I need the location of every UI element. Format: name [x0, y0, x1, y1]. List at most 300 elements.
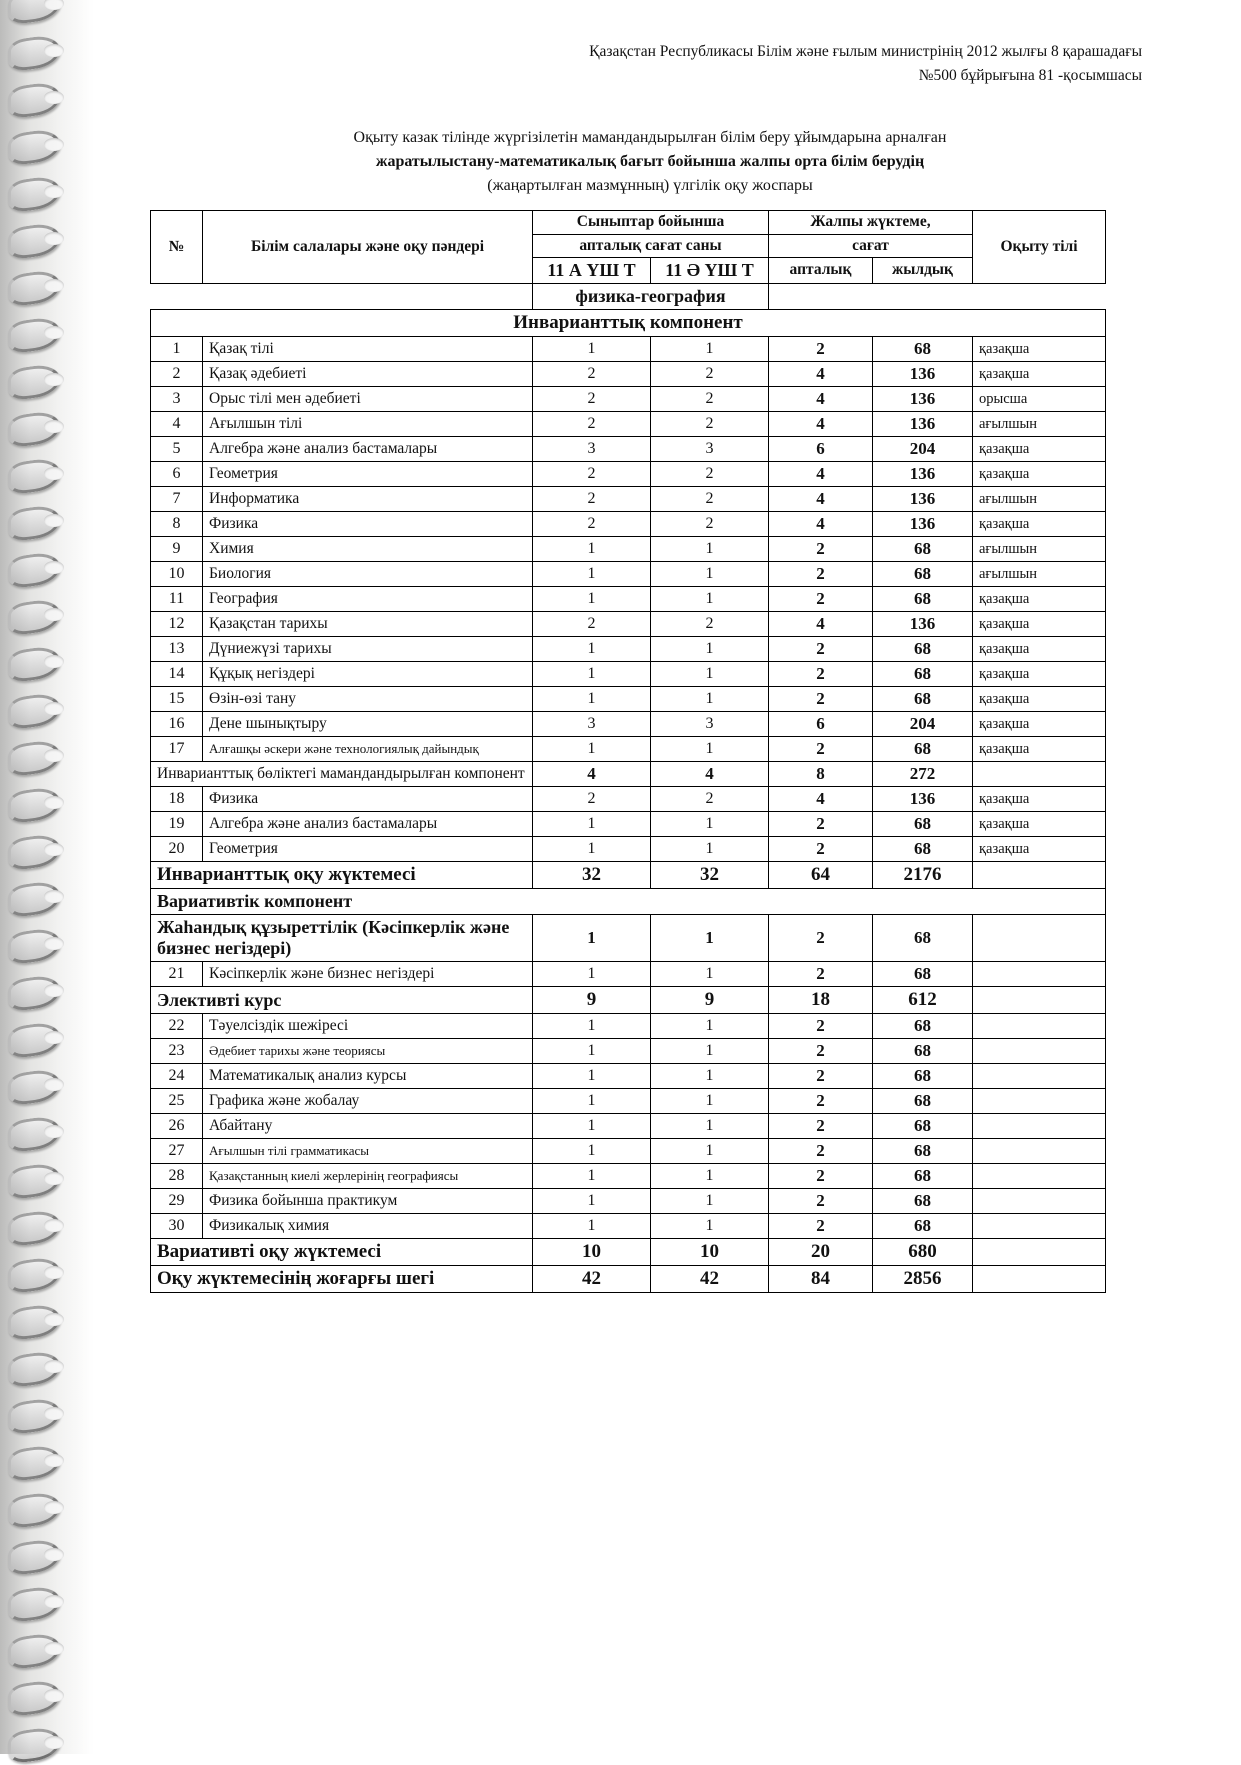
- row-language: қазақша: [973, 787, 1106, 812]
- binding-hole: [44, 843, 64, 856]
- invariant-total-label: Инварианттық оқу жүктемесі: [151, 862, 533, 889]
- row-language: [973, 1089, 1106, 1114]
- row-weekly: 4: [769, 787, 873, 812]
- row-number: 7: [151, 487, 203, 512]
- row-subject: Қазақ тілі: [203, 337, 533, 362]
- table-row: [151, 712, 1106, 737]
- row-language: ағылшын: [973, 537, 1106, 562]
- row-class-a: 2: [533, 487, 651, 512]
- row-number: 10: [151, 562, 203, 587]
- row-weekly: 64: [769, 862, 873, 889]
- row-weekly: 4: [769, 387, 873, 412]
- row-weekly: 20: [769, 1239, 873, 1266]
- row-class-a: 3: [533, 437, 651, 462]
- row-class-a: 1: [533, 562, 651, 587]
- binding-hole: [44, 420, 64, 433]
- row-subject: Тәуелсіздік шежіресі: [203, 1014, 533, 1039]
- table-row: [151, 1014, 1106, 1039]
- row-class-a: 9: [533, 987, 651, 1014]
- binding-hole: [44, 1172, 64, 1185]
- row-subject: Абайтану: [203, 1114, 533, 1139]
- row-yearly: 68: [873, 587, 973, 612]
- row-weekly: 2: [769, 1089, 873, 1114]
- row-number: 26: [151, 1114, 203, 1139]
- binding-hole: [44, 1642, 64, 1655]
- table-row-invariant-total: [151, 862, 1106, 889]
- row-class-b: 2: [651, 512, 769, 537]
- row-class-a: 1: [533, 1089, 651, 1114]
- row-class-b: 1: [651, 1164, 769, 1189]
- table-row: [151, 737, 1106, 762]
- row-weekly: 2: [769, 1039, 873, 1064]
- binding-hole: [44, 1031, 64, 1044]
- row-language: ағылшын: [973, 412, 1106, 437]
- binding-hole: [44, 890, 64, 903]
- row-language: [973, 1239, 1106, 1266]
- row-class-b: 1: [651, 1064, 769, 1089]
- binding-hole: [44, 232, 64, 245]
- row-subject: Биология: [203, 562, 533, 587]
- row-number: 2: [151, 362, 203, 387]
- row-class-b: 1: [651, 1214, 769, 1239]
- row-class-a: 1: [533, 687, 651, 712]
- row-subject: Физика: [203, 512, 533, 537]
- row-subject: Қазақстан тарихы: [203, 612, 533, 637]
- row-language: қазақша: [973, 362, 1106, 387]
- binding-hole: [44, 984, 64, 997]
- row-class-a: 10: [533, 1239, 651, 1266]
- row-class-a: 2: [533, 412, 651, 437]
- header-profile: физика-география: [533, 284, 769, 310]
- table-row: [151, 512, 1106, 537]
- row-language: [973, 987, 1106, 1014]
- header-class-b: 11 Ә ҮШ Т: [651, 258, 769, 284]
- row-yearly: 68: [873, 687, 973, 712]
- row-subject: Ағылшын тілі: [203, 412, 533, 437]
- row-language: қазақша: [973, 687, 1106, 712]
- table-row: [151, 1089, 1106, 1114]
- row-class-b: 1: [651, 562, 769, 587]
- row-weekly: 4: [769, 462, 873, 487]
- row-subject: Физика бойынша практикум: [203, 1189, 533, 1214]
- row-subject: Орыс тілі мен әдебиеті: [203, 387, 533, 412]
- row-yearly: 68: [873, 1214, 973, 1239]
- table-row: [151, 837, 1106, 862]
- row-class-b: 1: [651, 1039, 769, 1064]
- row-yearly: 68: [873, 1064, 973, 1089]
- row-class-a: 1: [533, 1114, 651, 1139]
- row-class-b: 1: [651, 962, 769, 987]
- table-row: [151, 637, 1106, 662]
- row-class-b: 1: [651, 687, 769, 712]
- table-row: [151, 537, 1106, 562]
- row-class-a: 1: [533, 637, 651, 662]
- row-language: [973, 1189, 1106, 1214]
- row-yearly: 136: [873, 487, 973, 512]
- table-row: [151, 462, 1106, 487]
- row-weekly: 4: [769, 487, 873, 512]
- table-row: [151, 412, 1106, 437]
- row-yearly: 136: [873, 362, 973, 387]
- row-class-a: 1: [533, 1014, 651, 1039]
- row-yearly: 136: [873, 612, 973, 637]
- row-number: 23: [151, 1039, 203, 1064]
- row-weekly: 2: [769, 637, 873, 662]
- row-weekly: 2: [769, 915, 873, 962]
- row-class-b: 1: [651, 537, 769, 562]
- row-yearly: 612: [873, 987, 973, 1014]
- section-invariant-label: Инварианттық компонент: [151, 310, 1106, 337]
- binding-hole: [44, 937, 64, 950]
- table-row: [151, 437, 1106, 462]
- row-weekly: 2: [769, 1014, 873, 1039]
- row-yearly: 68: [873, 915, 973, 962]
- row-class-a: 4: [533, 762, 651, 787]
- document-content: [150, 40, 1150, 1293]
- header-language: Оқыту тілі: [973, 211, 1106, 284]
- row-number: 29: [151, 1189, 203, 1214]
- header-subject: Білім салалары және оқу пәндері: [203, 211, 533, 284]
- row-yearly: 2176: [873, 862, 973, 889]
- row-number: 4: [151, 412, 203, 437]
- binding-hole: [44, 1078, 64, 1091]
- global-label: Жаһандық құзыреттілік (Кәсіпкерлік және бизнес негіздері): [151, 915, 533, 962]
- row-subject: Алгебра және анализ бастамалары: [203, 437, 533, 462]
- row-yearly: 136: [873, 412, 973, 437]
- row-subject: Информатика: [203, 487, 533, 512]
- table-row: [151, 562, 1106, 587]
- row-class-b: 4: [651, 762, 769, 787]
- row-class-b: 3: [651, 712, 769, 737]
- row-number: 13: [151, 637, 203, 662]
- row-yearly: 68: [873, 737, 973, 762]
- row-class-a: 1: [533, 1064, 651, 1089]
- row-subject: Алгебра және анализ бастамалары: [203, 812, 533, 837]
- row-subject: Графика және жобалау: [203, 1089, 533, 1114]
- row-language: [973, 962, 1106, 987]
- header-total-load: Жалпы жүктеме,: [769, 211, 973, 235]
- row-yearly: 272: [873, 762, 973, 787]
- row-yearly: 68: [873, 1164, 973, 1189]
- row-yearly: 68: [873, 1139, 973, 1164]
- binding-hole: [44, 279, 64, 292]
- header-weekly: апталық: [769, 258, 873, 284]
- row-subject: Алғашқы әскери және технологиялық дайындық: [203, 737, 533, 762]
- variative-total-label: Вариативті оқу жүктемесі: [151, 1239, 533, 1266]
- binding-hole: [44, 1548, 64, 1561]
- binding-hole: [44, 1689, 64, 1702]
- row-number: 5: [151, 437, 203, 462]
- binding-hole: [44, 655, 64, 668]
- binding-hole: [44, 138, 64, 151]
- row-class-b: 1: [651, 1189, 769, 1214]
- row-number: 14: [151, 662, 203, 687]
- row-class-a: 32: [533, 862, 651, 889]
- table-row: [151, 1114, 1106, 1139]
- table-row: [151, 687, 1106, 712]
- binding-hole: [44, 1501, 64, 1514]
- row-class-a: 1: [533, 662, 651, 687]
- binding-hole: [44, 1736, 64, 1749]
- row-number: 12: [151, 612, 203, 637]
- row-class-b: 2: [651, 487, 769, 512]
- row-class-b: 3: [651, 437, 769, 462]
- table-row: [151, 787, 1106, 812]
- row-subject: Физикалық химия: [203, 1214, 533, 1239]
- row-weekly: 2: [769, 562, 873, 587]
- row-yearly: 68: [873, 1114, 973, 1139]
- row-class-a: 1: [533, 1214, 651, 1239]
- row-language: [973, 1266, 1106, 1293]
- row-language: [973, 1164, 1106, 1189]
- row-language: қазақша: [973, 587, 1106, 612]
- row-yearly: 136: [873, 387, 973, 412]
- row-class-b: 42: [651, 1266, 769, 1293]
- row-class-a: 2: [533, 512, 651, 537]
- row-language: ағылшын: [973, 562, 1106, 587]
- header-class-a: 11 А ҮШ Т: [533, 258, 651, 284]
- row-number: 21: [151, 962, 203, 987]
- row-yearly: 136: [873, 787, 973, 812]
- table-row: [151, 662, 1106, 687]
- row-class-a: 2: [533, 612, 651, 637]
- row-weekly: 2: [769, 687, 873, 712]
- row-subject: География: [203, 587, 533, 612]
- row-weekly: 2: [769, 1164, 873, 1189]
- row-weekly: 4: [769, 512, 873, 537]
- row-language: қазақша: [973, 512, 1106, 537]
- row-class-a: 1: [533, 1164, 651, 1189]
- table-row: [151, 1039, 1106, 1064]
- row-language: [973, 1139, 1106, 1164]
- row-class-b: 1: [651, 587, 769, 612]
- row-yearly: 68: [873, 1089, 973, 1114]
- row-subject: Ағылшын тілі грамматикасы: [203, 1139, 533, 1164]
- row-class-a: 1: [533, 537, 651, 562]
- row-class-a: 1: [533, 1139, 651, 1164]
- row-language: [973, 762, 1106, 787]
- row-language: қазақша: [973, 637, 1106, 662]
- row-number: 24: [151, 1064, 203, 1089]
- title-line-2: жаратылыстану-математикалық бағыт бойынша жалпы орта білім берудің: [375, 153, 925, 171]
- row-language: қазақша: [973, 737, 1106, 762]
- row-class-a: 1: [533, 812, 651, 837]
- row-language: қазақша: [973, 462, 1106, 487]
- row-number: 17: [151, 737, 203, 762]
- title-line-3: (жаңартылған мазмұнның) үлгілік оқу жоспары: [487, 177, 813, 195]
- row-yearly: 136: [873, 512, 973, 537]
- page-title: [150, 126, 1150, 198]
- row-language: қазақша: [973, 612, 1106, 637]
- row-number: 20: [151, 837, 203, 862]
- row-class-b: 1: [651, 915, 769, 962]
- row-class-b: 10: [651, 1239, 769, 1266]
- row-language: ағылшын: [973, 487, 1106, 512]
- curriculum-table: [150, 210, 1106, 1293]
- binding-hole: [44, 326, 64, 339]
- table-row: [151, 387, 1106, 412]
- binding-hole: [44, 1125, 64, 1138]
- elective-label: Элективті курс: [151, 987, 533, 1014]
- binding-hole: [44, 1595, 64, 1608]
- row-weekly: 4: [769, 612, 873, 637]
- header-yearly: жылдық: [873, 258, 973, 284]
- table-row-variative-total: [151, 1239, 1106, 1266]
- spiral-binding: [0, 0, 70, 1754]
- row-yearly: 68: [873, 662, 973, 687]
- header-line-1: Қазақстан Республикасы Білім және ғылым министрінің 2012 жылғы 8 қарашадағы: [589, 43, 1142, 60]
- row-class-a: 1: [533, 837, 651, 862]
- row-subject: Геометрия: [203, 837, 533, 862]
- row-weekly: 2: [769, 1139, 873, 1164]
- section-invariant: [151, 310, 1106, 337]
- binding-hole: [44, 608, 64, 621]
- table-row: [151, 337, 1106, 362]
- row-weekly: 84: [769, 1266, 873, 1293]
- table-row: [151, 612, 1106, 637]
- table-row-invariant-spec: [151, 762, 1106, 787]
- row-weekly: 18: [769, 987, 873, 1014]
- row-language: орысша: [973, 387, 1106, 412]
- row-language: қазақша: [973, 437, 1106, 462]
- invariant-spec-label: Инварианттық бөліктегі мамандандырылған компонент: [151, 762, 533, 787]
- row-class-a: 42: [533, 1266, 651, 1293]
- row-class-b: 1: [651, 662, 769, 687]
- table-row: [151, 1139, 1106, 1164]
- header-total-hours: сағат: [769, 234, 973, 258]
- row-class-b: 1: [651, 1114, 769, 1139]
- row-number: 19: [151, 812, 203, 837]
- row-yearly: 68: [873, 812, 973, 837]
- row-yearly: 68: [873, 837, 973, 862]
- row-yearly: 204: [873, 712, 973, 737]
- row-number: 22: [151, 1014, 203, 1039]
- row-class-b: 1: [651, 1139, 769, 1164]
- row-number: 18: [151, 787, 203, 812]
- row-language: [973, 915, 1106, 962]
- row-weekly: 6: [769, 712, 873, 737]
- row-weekly: 2: [769, 662, 873, 687]
- row-class-a: 1: [533, 737, 651, 762]
- row-language: қазақша: [973, 812, 1106, 837]
- row-yearly: 204: [873, 437, 973, 462]
- grand-total-label: Оқу жүктемесінің жоғарғы шегі: [151, 1266, 533, 1293]
- row-weekly: 2: [769, 837, 873, 862]
- row-class-b: 1: [651, 337, 769, 362]
- binding-hole: [44, 1219, 64, 1232]
- row-subject: Химия: [203, 537, 533, 562]
- table-row: [151, 362, 1106, 387]
- section-variative: [151, 889, 1106, 915]
- row-weekly: 2: [769, 962, 873, 987]
- row-number: 15: [151, 687, 203, 712]
- row-class-b: 1: [651, 637, 769, 662]
- row-weekly: 6: [769, 437, 873, 462]
- row-subject: Әдебиет тарихы және теориясы: [203, 1039, 533, 1064]
- table-row-global: [151, 915, 1106, 962]
- header-weekly-hours: апталық сағат саны: [533, 234, 769, 258]
- header-by-class: Сыныптар бойынша: [533, 211, 769, 235]
- binding-hole: [44, 796, 64, 809]
- row-subject: Қазақ әдебиеті: [203, 362, 533, 387]
- title-line-1: Оқыту казак тілінде жүргізілетін мамандандырылған білім беру ұйымдарына арналған: [353, 129, 947, 147]
- binding-hole: [44, 1360, 64, 1373]
- row-class-a: 2: [533, 362, 651, 387]
- row-yearly: 68: [873, 1189, 973, 1214]
- row-subject: Өзін-өзі тану: [203, 687, 533, 712]
- row-class-b: 1: [651, 1014, 769, 1039]
- binding-hole: [44, 91, 64, 104]
- row-class-b: 9: [651, 987, 769, 1014]
- row-weekly: 2: [769, 337, 873, 362]
- row-weekly: 2: [769, 537, 873, 562]
- row-weekly: 2: [769, 587, 873, 612]
- table-header-row: [151, 211, 1106, 235]
- row-weekly: 2: [769, 1114, 873, 1139]
- binding-hole: [44, 185, 64, 198]
- row-weekly: 2: [769, 1189, 873, 1214]
- row-number: 28: [151, 1164, 203, 1189]
- table-profile-row: [151, 284, 1106, 310]
- row-yearly: 68: [873, 1039, 973, 1064]
- row-weekly: 2: [769, 737, 873, 762]
- row-number: 30: [151, 1214, 203, 1239]
- row-yearly: 68: [873, 962, 973, 987]
- row-number: 11: [151, 587, 203, 612]
- row-language: [973, 1014, 1106, 1039]
- row-subject: Кәсіпкерлік және бизнес негіздері: [203, 962, 533, 987]
- binding-hole: [44, 749, 64, 762]
- table-row: [151, 812, 1106, 837]
- row-yearly: 68: [873, 562, 973, 587]
- binding-hole: [44, 467, 64, 480]
- row-language: [973, 1039, 1106, 1064]
- row-number: 8: [151, 512, 203, 537]
- row-weekly: 8: [769, 762, 873, 787]
- binding-hole: [44, 0, 64, 10]
- row-class-a: 1: [533, 587, 651, 612]
- table-row-grand-total: [151, 1266, 1106, 1293]
- row-number: 16: [151, 712, 203, 737]
- table-row: [151, 587, 1106, 612]
- binding-hole: [44, 1454, 64, 1467]
- row-subject: Геометрия: [203, 462, 533, 487]
- row-number: 3: [151, 387, 203, 412]
- row-class-b: 2: [651, 412, 769, 437]
- row-class-a: 1: [533, 1039, 651, 1064]
- row-class-b: 1: [651, 812, 769, 837]
- table-row: [151, 1214, 1106, 1239]
- row-class-b: 1: [651, 837, 769, 862]
- row-number: 1: [151, 337, 203, 362]
- row-number: 25: [151, 1089, 203, 1114]
- binding-hole: [44, 514, 64, 527]
- row-number: 27: [151, 1139, 203, 1164]
- binding-hole: [44, 702, 64, 715]
- binding-hole: [44, 1407, 64, 1420]
- row-subject: Математикалық анализ курсы: [203, 1064, 533, 1089]
- row-number: 9: [151, 537, 203, 562]
- row-yearly: 68: [873, 1014, 973, 1039]
- row-weekly: 2: [769, 812, 873, 837]
- row-weekly: 4: [769, 362, 873, 387]
- row-class-b: 2: [651, 462, 769, 487]
- row-yearly: 68: [873, 637, 973, 662]
- table-row: [151, 1064, 1106, 1089]
- row-yearly: 2856: [873, 1266, 973, 1293]
- header-line-2: №500 бұйрығына 81 -қосымшасы: [918, 67, 1142, 85]
- row-yearly: 68: [873, 537, 973, 562]
